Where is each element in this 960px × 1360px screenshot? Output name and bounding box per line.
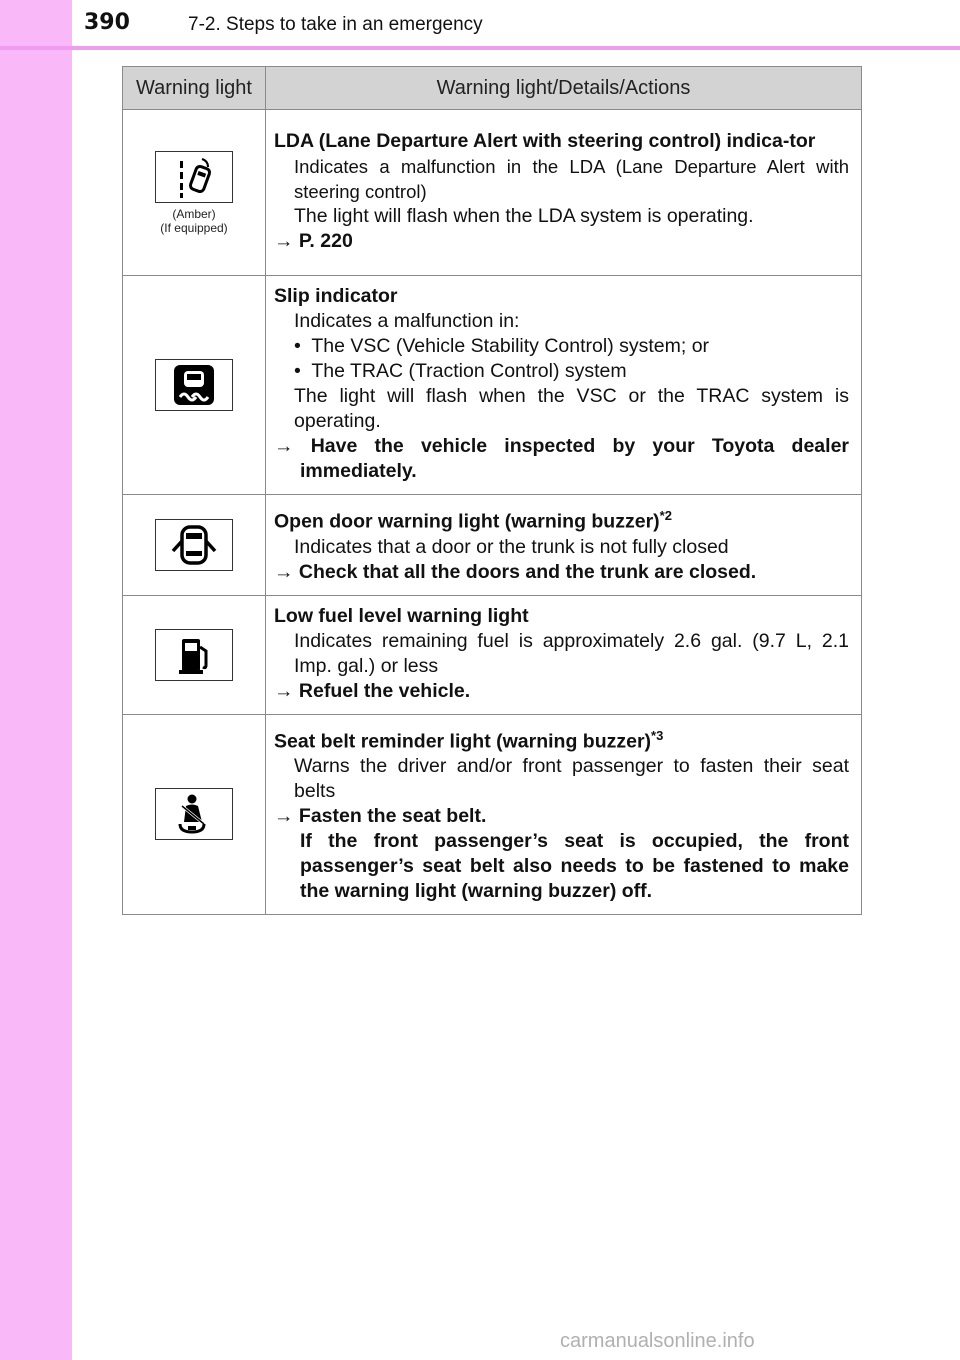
- open-door-icon: [155, 519, 233, 571]
- row-title: Slip indicator: [274, 285, 398, 307]
- action-text: Fasten the seat belt.: [298, 805, 487, 827]
- table-row: [123, 595, 862, 714]
- row-text: Indicates a malfunction in the LDA (Lane Departure Alert with steering control): [294, 156, 849, 202]
- bullet-icon: •: [294, 335, 301, 357]
- bullet-text: The VSC (Vehicle Stability Control) system; or: [311, 335, 710, 357]
- seat-belt-icon: [155, 788, 233, 840]
- table-row: [123, 714, 862, 915]
- footnote-mark: *3: [651, 727, 664, 743]
- table-row: [123, 110, 862, 276]
- row-title: LDA (Lane Departure Alert with steering control) indica-tor: [274, 130, 816, 152]
- table-header-row: [123, 67, 862, 110]
- icon-note: (Amber): [172, 206, 216, 221]
- fuel-pump-icon: [155, 629, 233, 681]
- arrow-icon: →: [274, 679, 294, 702]
- lda-icon: [155, 151, 233, 203]
- row-text: Warns the driver and/or front passenger to fasten their seat belts: [294, 755, 849, 802]
- action-text: Check that all the doors and the trunk are closed.: [298, 560, 757, 583]
- bullet-text: The TRAC (Traction Control) system: [311, 360, 627, 382]
- action-text: Have the vehicle inspected by your Toyota dealer immediately.: [300, 435, 849, 482]
- warning-light-table: [122, 66, 862, 915]
- row-title: Seat belt reminder light (warning buzzer): [274, 730, 652, 752]
- header-rule: [0, 46, 960, 50]
- sidebar-band: [0, 0, 72, 1360]
- table-row: [123, 276, 862, 495]
- watermark: carmanualsonline.info: [560, 1330, 755, 1352]
- description-cell: [266, 714, 862, 915]
- page-reference-link[interactable]: P. 220: [298, 230, 353, 252]
- arrow-icon: →: [274, 560, 294, 583]
- row-text: The light will flash when the VSC or the TRAC system is operating.: [294, 385, 849, 432]
- icon-cell: [123, 495, 266, 596]
- icon-cell: [123, 110, 266, 276]
- row-title: Open door warning light (warning buzzer): [274, 510, 660, 533]
- slip-indicator-icon: [155, 359, 233, 411]
- table-row: [123, 495, 862, 596]
- icon-cell: [123, 276, 266, 495]
- icon-cell: [123, 714, 266, 915]
- description-cell: [266, 595, 862, 714]
- icon-note: (If equipped): [160, 220, 228, 235]
- description-cell: [266, 276, 862, 495]
- bullet-icon: •: [294, 360, 301, 382]
- row-text: The light will flash when the LDA system is operating.: [294, 205, 754, 227]
- description-cell: [266, 110, 862, 276]
- row-text: Indicates remaining fuel is approximately 2.6 gal. (9.7 L, 2.1 Imp. gal.) or less: [294, 629, 849, 677]
- column-header-details: Warning light/Details/Actions: [266, 67, 862, 110]
- page-number: 390: [84, 10, 130, 35]
- row-text: Indicates a malfunction in:: [294, 310, 520, 332]
- icon-cell: [123, 595, 266, 714]
- arrow-icon: →: [274, 435, 294, 457]
- section-title: 7-2. Steps to take in an emergency: [188, 14, 483, 35]
- row-title: Low fuel level warning light: [274, 604, 529, 627]
- description-cell: [266, 495, 862, 596]
- action-text: Refuel the vehicle.: [298, 679, 471, 702]
- column-header-warning-light: Warning light: [123, 67, 266, 110]
- row-text: Indicates that a door or the trunk is not fully closed: [294, 535, 729, 558]
- arrow-icon: →: [274, 230, 294, 252]
- arrow-icon: →: [274, 805, 294, 827]
- footnote-mark: *2: [659, 508, 672, 523]
- action-text: If the front passenger’s seat is occupied, the front passenger’s seat belt also needs to be fastened to make the warning light (warning buzzer) off.: [300, 830, 849, 902]
